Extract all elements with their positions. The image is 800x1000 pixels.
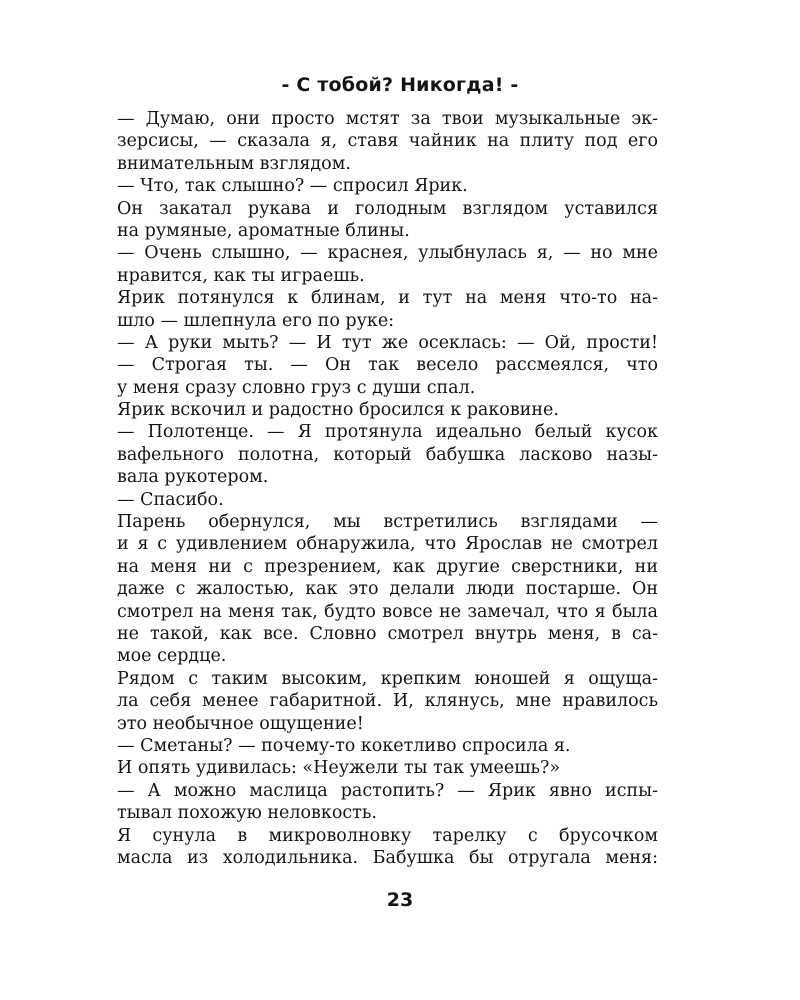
running-title: - С тобой? Никогда! - — [281, 74, 519, 96]
text-line: зерсисы, — сказала я, ставя чайник на плиту под его — [117, 131, 658, 152]
text-line: вала рукотером. — [117, 467, 269, 488]
text-line: ла себя менее габаритной. И, клянусь, мне нравилось — [117, 691, 658, 712]
text-line: на меня ни с презрением, как другие сверстники, ни — [117, 556, 658, 577]
text-line: мое сердце. — [117, 646, 227, 667]
body-text — [117, 108, 658, 869]
text-line: Ярик потянулся к блинам, и тут на меня что-то на- — [117, 288, 658, 309]
text-line: тывал похожую неловкость. — [117, 803, 377, 824]
text-line: — Спасибо. — [117, 489, 224, 510]
text-line: шло — шлепнула его по руке: — [117, 310, 395, 331]
text-line: это необычное ощущение! — [117, 713, 364, 734]
text-line: Парень обернулся, мы встретились взглядами — — [117, 512, 658, 533]
text-line: не такой, как все. Словно смотрел внутрь меня, в са- — [117, 623, 658, 644]
text-line: даже с жалостью, как это делали люди постарше. Он — [117, 579, 658, 600]
text-line: и я с удивлением обнаружила, что Ярослав не смотрел — [117, 534, 658, 555]
text-line: — А можно маслица растопить? — Ярик явно испы- — [117, 780, 658, 801]
text-line: нравится, как ты играешь. — [117, 265, 365, 286]
text-line: — Сметаны? — почему-то кокетливо спросила я. — [117, 735, 571, 756]
text-line: Ярик вскочил и радостно бросился к раковине. — [117, 400, 559, 421]
text-line: вафельного полотна, который бабушка ласково назы- — [117, 444, 658, 465]
text-line: Рядом с таким высоким, крепким юношей я ощуща- — [117, 668, 658, 689]
text-line: — Полотенце. — Я протянула идеально белый кусок — [117, 422, 658, 443]
text-line: Я сунула в микроволновку тарелку с брусочком — [117, 825, 658, 846]
text-line: на румяные, ароматные блины. — [117, 220, 410, 241]
page-number: 23 — [386, 889, 414, 911]
text-line: внимательным взглядом. — [117, 153, 351, 174]
text-line: И опять удивилась: «Неужели ты так умеешь?» — [117, 758, 561, 779]
text-line: — А руки мыть? — И тут же осеклась: — Ой, прости! — [117, 332, 658, 353]
text-line: смотрел на меня так, будто вовсе не замечал, что я была — [117, 601, 658, 622]
text-line: у меня сразу словно груз с души спал. — [117, 377, 476, 398]
text-line: — Строгая ты. — Он так весело рассмеялся, что — [117, 355, 658, 376]
text-line: Он закатал рукава и голодным взглядом уставился — [117, 198, 658, 219]
text-line: — Что, так слышно? — спросил Ярик. — [117, 176, 468, 197]
text-line: — Очень слышно, — краснея, улыбнулась я, — но мне — [117, 243, 658, 264]
text-line: — Думаю, они просто мстят за твои музыкальные эк- — [117, 109, 658, 129]
text-line: масла из холодильника. Бабушка бы отругала меня: — [117, 847, 658, 868]
